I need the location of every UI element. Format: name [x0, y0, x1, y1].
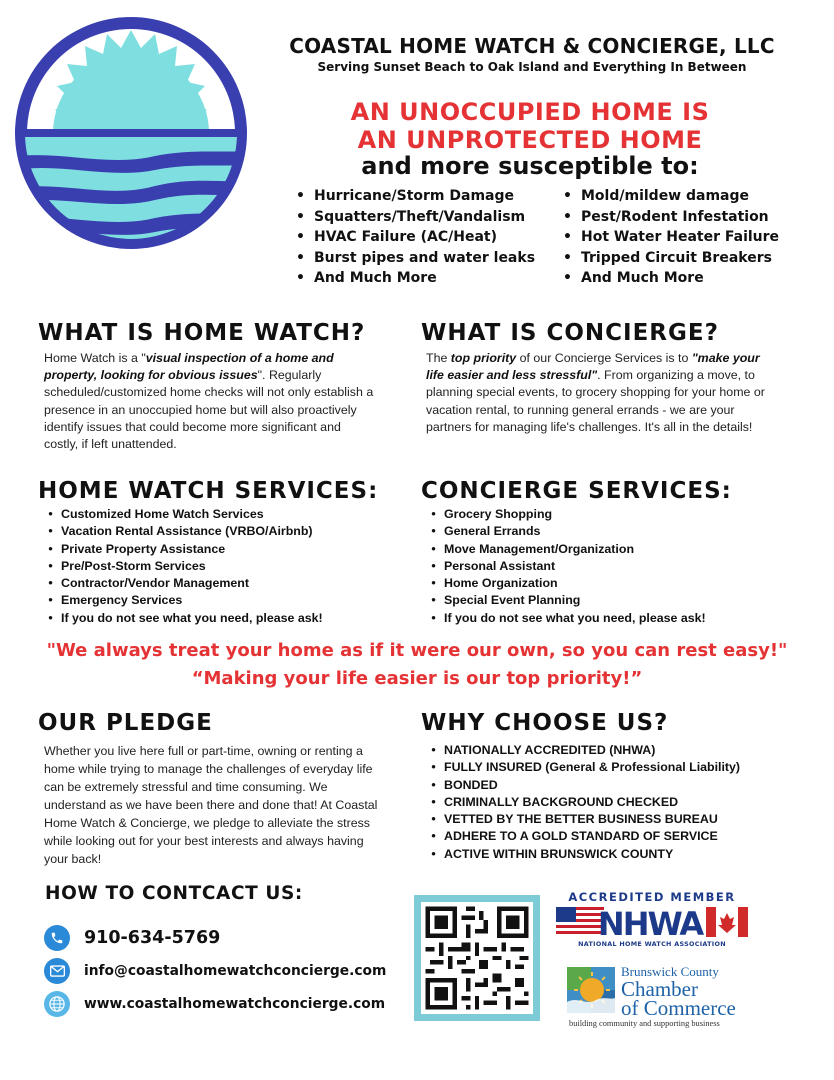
contact-website-row[interactable] — [44, 990, 385, 1018]
company-name: COASTAL HOME WATCH & CONCIERGE, LLC — [289, 34, 775, 58]
quote-line-2: “Making your life easier is our top priority!” — [191, 668, 643, 689]
list-item: • Customized Home Watch Services — [40, 506, 323, 523]
home-watch-services-heading: HOME WATCH SERVICES: — [38, 478, 379, 504]
home-watch-description: Home Watch is a "visual inspection of a home and property, looking for obvious issues". Regularly scheduled/customized home checks will not only establish a presence in an unoccupied home but will also proactively identify issues that could become more significant and costly, if left unattended. — [44, 351, 374, 452]
list-item: • Emergency Services — [40, 592, 323, 609]
list-item: • If you do not see what you need, please ask! — [423, 610, 706, 627]
concierge-heading: WHAT IS CONCIERGE? — [421, 320, 719, 346]
email-address[interactable]: info@coastalhomewatchconcierge.com — [84, 963, 387, 979]
list-item: • Private Property Assistance — [40, 541, 323, 558]
pledge-text: Whether you live here full or part-time, owning or renting a home while trying to manage the challenges of everyday life can be extremely stressful and time consuming. We understand as we have been there and done that! At Coastal Home Watch & Concierge, we pledge to alleviate the stress while looking out for your best interests and always having your back! — [44, 744, 378, 866]
quote-line-1: "We always treat your home as if it were our own, so you can rest easy!" — [46, 640, 788, 661]
concierge-services-heading: CONCIERGE SERVICES: — [421, 478, 732, 504]
risk-list-left — [296, 186, 535, 289]
mail-icon — [44, 958, 70, 984]
home-watch-heading: WHAT IS HOME WATCH? — [38, 320, 366, 346]
list-item: • CRIMINALLY BACKGROUND CHECKED — [423, 794, 740, 811]
list-item: • Grocery Shopping — [423, 506, 706, 523]
company-tagline: Serving Sunset Beach to Oak Island and Everything In Between — [317, 60, 747, 74]
list-item: • Home Organization — [423, 575, 706, 592]
home-watch-services-list — [40, 506, 323, 627]
list-item: • Move Management/Organization — [423, 541, 706, 558]
chamber-line-3: of Commerce — [621, 996, 736, 1020]
canada-flag-icon — [706, 907, 748, 937]
list-item: • And Much More — [563, 268, 779, 289]
headline-line-1: AN UNOCCUPIED HOME IS — [350, 98, 710, 126]
list-item: • Contractor/Vendor Management — [40, 575, 323, 592]
chamber-tagline: building community and supporting business — [569, 1019, 720, 1028]
chamber-of-commerce-logo — [566, 964, 736, 1030]
list-item: • HVAC Failure (AC/Heat) — [296, 227, 535, 248]
list-item: • And Much More — [296, 268, 535, 289]
us-flag-icon — [556, 907, 604, 937]
globe-icon — [44, 991, 70, 1017]
list-item: • Special Event Planning — [423, 592, 706, 609]
risk-list-right — [563, 186, 779, 289]
list-item: • Tripped Circuit Breakers — [563, 248, 779, 269]
concierge-services-list — [423, 506, 706, 627]
list-item: • Hurricane/Storm Damage — [296, 186, 535, 207]
why-choose-list — [423, 742, 740, 863]
contact-phone-row[interactable] — [44, 924, 220, 952]
list-item: • Mold/mildew damage — [563, 186, 779, 207]
list-item: • BONDED — [423, 777, 740, 794]
contact-email-row[interactable] — [44, 957, 386, 985]
nhwa-badge-title: ACCREDITED MEMBER — [568, 890, 736, 904]
list-item: • ADHERE TO A GOLD STANDARD OF SERVICE — [423, 828, 740, 845]
why-choose-heading: WHY CHOOSE US? — [421, 710, 669, 736]
list-item: • Hot Water Heater Failure — [563, 227, 779, 248]
list-item: • FULLY INSURED (General & Professional Liability) — [423, 759, 740, 776]
list-item: • Pre/Post-Storm Services — [40, 558, 323, 575]
list-item: • Vacation Rental Assistance (VRBO/Airbnb) — [40, 523, 323, 540]
contact-heading: HOW TO CONTCACT US: — [45, 883, 303, 904]
list-item: • Squatters/Theft/Vandalism — [296, 207, 535, 228]
phone-number[interactable]: 910-634-5769 — [84, 928, 221, 948]
chamber-emblem-icon — [566, 966, 616, 1014]
website-url[interactable]: www.coastalhomewatchconcierge.com — [84, 996, 386, 1012]
company-logo — [15, 8, 247, 258]
list-item: • Burst pipes and water leaks — [296, 248, 535, 269]
concierge-description: The top priority of our Concierge Services is to "make your life easier and less stressful". From organizing a move, to planning special events, to grocery shopping for your home or vacation rental, to running general errands - we are your partners for managing life's challenges. It's all in the details! — [426, 351, 765, 434]
nhwa-badge — [556, 890, 748, 952]
phone-icon — [44, 925, 70, 951]
chamber-line-2: Chamber — [621, 977, 698, 1001]
list-item: • General Errands — [423, 523, 706, 540]
list-item: • If you do not see what you need, please ask! — [40, 610, 323, 627]
list-item: • Personal Assistant — [423, 558, 706, 575]
qr-code[interactable] — [414, 895, 540, 1021]
list-item: • VETTED BY THE BETTER BUSINESS BUREAU — [423, 811, 740, 828]
headline-subtitle: and more susceptible to: — [361, 152, 699, 180]
pledge-heading: OUR PLEDGE — [38, 710, 213, 736]
list-item: • NATIONALLY ACCREDITED (NHWA) — [423, 742, 740, 759]
nhwa-badge-caption: NATIONAL HOME WATCH ASSOCIATION — [578, 940, 726, 948]
chamber-line-1: Brunswick County — [621, 964, 719, 979]
list-item: • Pest/Rodent Infestation — [563, 207, 779, 228]
list-item: • ACTIVE WITHIN BRUNSWICK COUNTY — [423, 846, 740, 863]
nhwa-logo-text: NHWA — [597, 905, 703, 939]
headline-line-2: AN UNPROTECTED HOME — [357, 126, 703, 154]
